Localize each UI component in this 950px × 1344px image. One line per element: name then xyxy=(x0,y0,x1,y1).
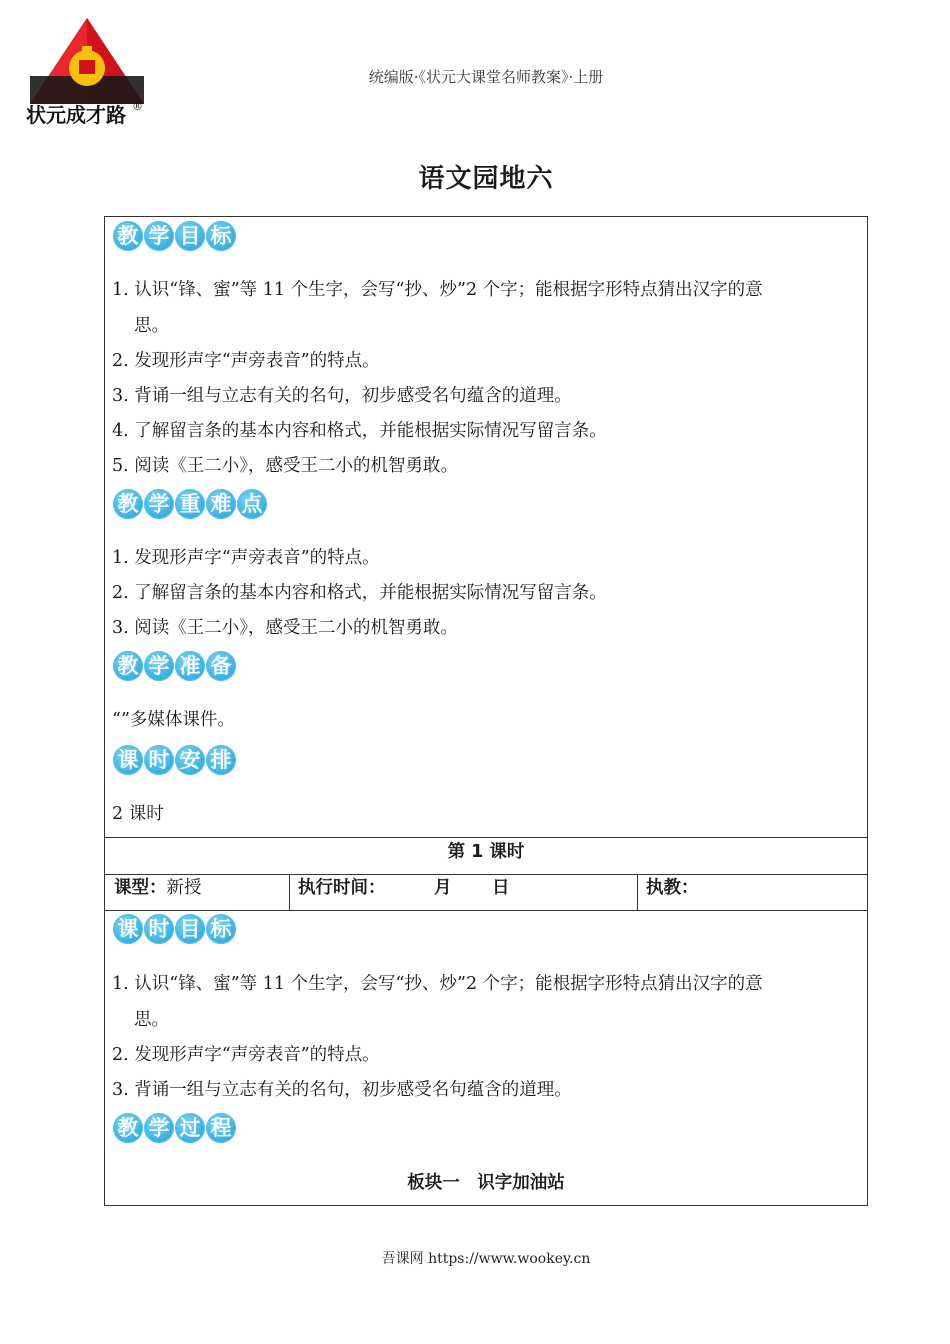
schedule-text: 2 课时 xyxy=(112,804,164,824)
block-title: 板块一 识字加油站 xyxy=(407,1173,565,1193)
header-subtitle: 统编版·《状元大课堂名师教案》·上册 xyxy=(368,68,604,86)
row-divider xyxy=(105,837,867,838)
lesson-heading: 第 1 课时 xyxy=(447,842,525,862)
key-point-item: 2. 了解留言条的基本内容和格式，并能根据实际情况写留言条。 xyxy=(112,583,607,603)
lesson-goal-item: 1. 认识“锋、蜜”等 11 个生字，会写“抄、炒”2 个字；能根据字形特点猜出汉字的意 xyxy=(112,974,763,994)
col-divider xyxy=(637,874,638,910)
goal-item: 4. 了解留言条的基本内容和格式，并能根据实际情况写留言条。 xyxy=(112,421,607,441)
key-point-item: 3. 阅读《王二小》，感受王二小的机智勇敢。 xyxy=(112,618,459,638)
goal-item: 3. 背诵一组与立志有关的名句，初步感受名句蕴含的道理。 xyxy=(112,386,572,406)
lesson-goal-item-continued: 思。 xyxy=(134,1010,169,1030)
row-divider xyxy=(105,874,867,875)
execution-day: 日 xyxy=(492,878,510,898)
lesson-type: 课型：新授 xyxy=(114,878,202,898)
preparation-text: “”多媒体课件。 xyxy=(112,710,235,730)
lesson-goal-item: 2. 发现形声字“声旁表音”的特点。 xyxy=(112,1045,380,1065)
registered-mark: ® xyxy=(132,100,143,113)
teacher-label: 执教： xyxy=(646,878,699,898)
lesson-goal-item: 3. 背诵一组与立志有关的名句，初步感受名句蕴含的道理。 xyxy=(112,1080,572,1100)
execution-time-label: 执行时间： xyxy=(298,878,386,898)
section-badge-preparation: 教 学 准 备 xyxy=(113,647,236,685)
logo-text: 状元成才路 xyxy=(26,103,126,127)
section-badge-lesson-goals: 课 时 目 标 xyxy=(113,910,236,948)
execution-month: 月 xyxy=(434,878,452,898)
section-badge-goals: 教 学 目 标 xyxy=(113,217,236,255)
goal-item-continued: 思。 xyxy=(134,316,169,336)
key-point-item: 1. 发现形声字“声旁表音”的特点。 xyxy=(112,548,380,568)
footer-source: 吾课网 https://www.wookey.cn xyxy=(381,1251,591,1267)
section-badge-process: 教 学 过 程 xyxy=(113,1109,236,1147)
goal-item: 1. 认识“锋、蜜”等 11 个生字，会写“抄、炒”2 个字；能根据字形特点猜出汉字的意 xyxy=(112,280,763,300)
goal-item: 2. 发现形声字“声旁表音”的特点。 xyxy=(112,351,380,371)
section-badge-schedule: 课 时 安 排 xyxy=(113,741,236,779)
goal-item: 5. 阅读《王二小》，感受王二小的机智勇敢。 xyxy=(112,456,459,476)
page-title: 语文园地六 xyxy=(418,164,554,194)
section-badge-key-points: 教 学 重 难 点 xyxy=(113,485,267,523)
col-divider xyxy=(289,874,290,910)
